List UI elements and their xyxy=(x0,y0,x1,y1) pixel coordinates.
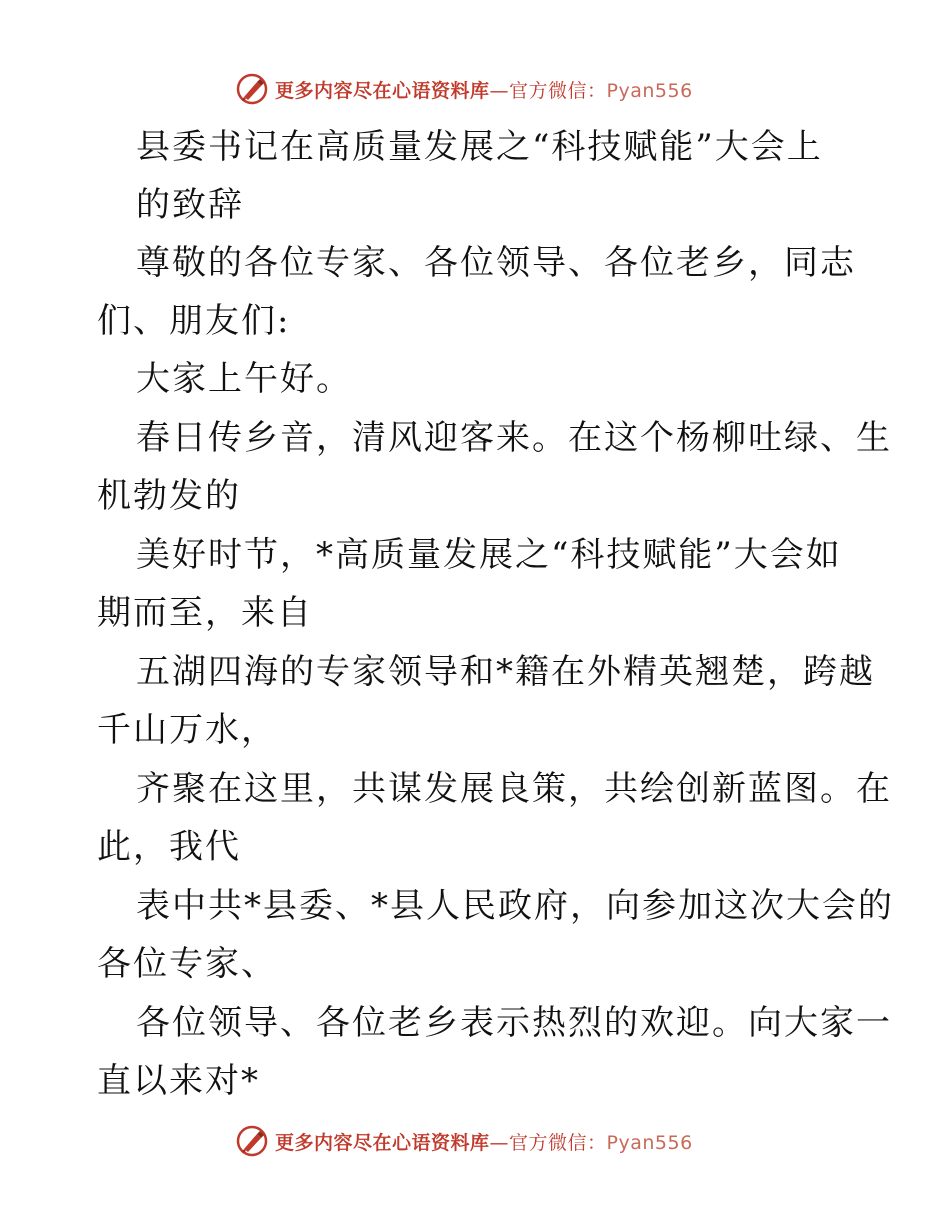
watermark-id: Pyan556 xyxy=(606,79,693,102)
doc-title-line-2: 的致辞 xyxy=(136,185,244,225)
pen-logo-icon xyxy=(235,1124,269,1158)
doc-line: 表中共*县委、*县人民政府，向参加这次大会的 xyxy=(136,886,894,926)
watermark-label: 官方微信： xyxy=(509,1131,607,1154)
watermark-main: 更多内容尽在心语资料库 xyxy=(275,1131,490,1154)
doc-line: 尊敬的各位专家、各位领导、各位老乡，同志 xyxy=(136,243,856,283)
doc-line: 各位领导、各位老乡表示热烈的欢迎。向大家一 xyxy=(136,1003,892,1043)
doc-line: 们、朋友们: xyxy=(97,301,291,341)
watermark-separator: — xyxy=(489,1131,510,1154)
doc-line: 此，我代 xyxy=(97,827,241,867)
watermark-label: 官方微信： xyxy=(509,79,607,102)
doc-line: 美好时节，*高质量发展之“科技赋能”大会如 xyxy=(136,535,842,575)
watermark-text xyxy=(275,1128,693,1155)
doc-line: 机勃发的 xyxy=(97,476,241,516)
doc-line: 齐聚在这里，共谋发展良策，共绘创新蓝图。在 xyxy=(136,769,892,809)
doc-title-line-1: 县委书记在高质量发展之“科技赋能”大会上 xyxy=(136,127,823,167)
watermark-main: 更多内容尽在心语资料库 xyxy=(275,79,490,102)
header-watermark xyxy=(235,72,693,106)
doc-line: 千山万水， xyxy=(97,710,277,750)
footer-watermark xyxy=(235,1124,693,1158)
doc-line: 春日传乡音，清风迎客来。在这个杨柳吐绿、生 xyxy=(136,418,892,458)
watermark-text xyxy=(275,76,693,103)
doc-line: 直以来对* xyxy=(97,1061,260,1101)
doc-line: 大家上午好。 xyxy=(136,359,352,399)
pen-logo-icon xyxy=(235,72,269,106)
doc-line: 各位专家、 xyxy=(97,944,277,984)
watermark-separator: — xyxy=(489,79,510,102)
watermark-id: Pyan556 xyxy=(606,1131,693,1154)
doc-line: 期而至，来自 xyxy=(97,593,313,633)
doc-line: 五湖四海的专家领导和*籍在外精英翘楚，跨越 xyxy=(136,652,875,692)
